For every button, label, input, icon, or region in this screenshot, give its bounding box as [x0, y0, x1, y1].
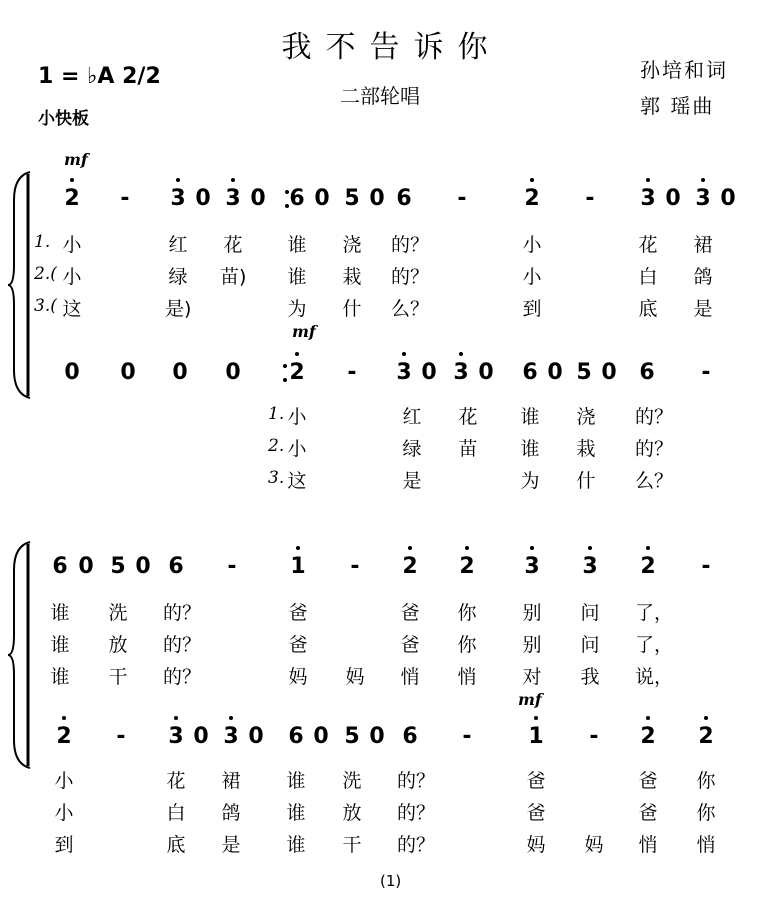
lyric-syllable: 小	[54, 802, 74, 824]
lyric-syllable: 谁	[50, 666, 70, 688]
note: 0	[720, 186, 736, 211]
note: 0	[421, 360, 437, 385]
lyric-syllable: 么？	[391, 298, 430, 320]
octave-dot	[701, 178, 705, 182]
verse-number: 3.	[268, 468, 285, 488]
octave-dot	[465, 546, 469, 550]
lyric-syllable: 悄	[457, 666, 477, 688]
verse-number: 2.	[268, 436, 285, 456]
note: 2	[637, 554, 659, 579]
lyric-syllable: 你	[696, 802, 716, 824]
lyric-syllable: 白	[638, 266, 658, 288]
note: 2	[456, 554, 478, 579]
lyric-syllable: 你	[457, 602, 477, 624]
note: 2	[637, 724, 659, 749]
lyric-syllable: 的？	[397, 802, 436, 824]
note: 0	[478, 360, 494, 385]
note: -	[350, 554, 360, 579]
lyric-syllable: 绿	[168, 266, 188, 288]
lyric-syllable: 浇	[576, 406, 596, 428]
lyric-syllable: 到	[54, 834, 74, 856]
note: 6	[168, 554, 184, 579]
verse-number: 1.	[34, 232, 51, 252]
lyric-syllable: 花	[166, 770, 186, 792]
lyric-syllable: 为	[287, 298, 307, 320]
octave-dot	[402, 352, 406, 356]
lyric-syllable: 对	[522, 666, 542, 688]
lyric-syllable: 了，	[635, 602, 674, 624]
note: 2	[286, 360, 308, 385]
octave-dot	[295, 352, 299, 356]
note: 6	[396, 186, 412, 211]
lyric-syllable: 的？	[635, 406, 674, 428]
bar-line	[750, 356, 752, 390]
lyric-syllable: 说，	[635, 666, 674, 688]
lyric-syllable: 红	[168, 234, 188, 256]
lyric-syllable: 苗)	[220, 266, 247, 288]
note: 0	[314, 186, 330, 211]
octave-dot	[530, 546, 534, 550]
note: -	[585, 186, 595, 211]
lyric-syllable: 谁	[50, 602, 70, 624]
lyric-syllable: 妈	[345, 666, 365, 688]
note: -	[227, 554, 237, 579]
note: 6	[289, 186, 305, 211]
lyric-syllable: 什	[576, 470, 596, 492]
lyric-syllable: 小	[287, 406, 307, 428]
lyric-syllable: 这	[287, 470, 307, 492]
lyric-syllable: 是)	[165, 298, 192, 320]
note: 3	[450, 360, 472, 385]
lyric-syllable: 栽	[576, 438, 596, 460]
note: 1	[525, 724, 547, 749]
note: 0	[313, 724, 329, 749]
lyric-syllable: 妈	[288, 666, 308, 688]
note: 6	[639, 360, 655, 385]
octave-dot	[174, 716, 178, 720]
lyric-syllable: 鸽	[693, 266, 713, 288]
lyric-syllable: 洗	[342, 770, 362, 792]
octave-dot	[646, 178, 650, 182]
note: 0	[250, 186, 266, 211]
repeat-dot	[283, 378, 287, 382]
lyric-syllable: 悄	[638, 834, 658, 856]
note: 3	[222, 186, 244, 211]
dynamic-marking: mf	[518, 690, 542, 709]
dynamic-marking: mf	[292, 322, 316, 341]
lyric-syllable: 花	[223, 234, 243, 256]
note: 3	[167, 186, 189, 211]
note: 2	[61, 186, 83, 211]
lyric-syllable: 了，	[635, 634, 674, 656]
octave-dot	[62, 716, 66, 720]
lyric-syllable: 爸	[400, 602, 420, 624]
note: 2	[53, 724, 75, 749]
lyric-syllable: 的？	[397, 770, 436, 792]
lyric-syllable: 小	[522, 266, 542, 288]
lyric-syllable: 白	[166, 802, 186, 824]
lyric-syllable: 谁	[287, 266, 307, 288]
note: 6	[52, 554, 68, 579]
note: 3	[521, 554, 543, 579]
system-brace	[6, 540, 36, 770]
note: 0	[193, 724, 209, 749]
note: 0	[547, 360, 563, 385]
note: 5	[110, 554, 126, 579]
lyric-syllable: 爸	[638, 802, 658, 824]
lyric-syllable: 妈	[526, 834, 546, 856]
octave-dot	[588, 546, 592, 550]
octave-dot	[408, 546, 412, 550]
lyric-syllable: 红	[402, 406, 422, 428]
lyric-syllable: 爸	[526, 770, 546, 792]
note: 0	[195, 186, 211, 211]
note: 0	[665, 186, 681, 211]
lyric-syllable: 的？	[163, 634, 202, 656]
composer-credit: 郭 瑶曲	[640, 94, 715, 118]
system-brace	[6, 170, 36, 400]
octave-dot	[70, 178, 74, 182]
note: 6	[288, 724, 304, 749]
song-subtitle: 二部轮唱	[340, 84, 420, 108]
note: 1	[287, 554, 309, 579]
note: 3	[637, 186, 659, 211]
lyric-syllable: 谁	[50, 634, 70, 656]
lyric-syllable: 爸	[288, 634, 308, 656]
note: 0	[248, 724, 264, 749]
lyric-syllable: 苗	[458, 438, 478, 460]
key-signature: 1 = ♭A 2/2	[38, 64, 161, 89]
lyric-syllable: 底	[166, 834, 186, 856]
repeat-dot	[285, 190, 289, 194]
lyric-syllable: 你	[696, 770, 716, 792]
note: 6	[522, 360, 538, 385]
note: -	[457, 186, 467, 211]
lyric-syllable: 是	[221, 834, 241, 856]
octave-dot	[534, 716, 538, 720]
note: 3	[165, 724, 187, 749]
note: -	[701, 360, 711, 385]
note: 3	[220, 724, 242, 749]
note: 3	[692, 186, 714, 211]
octave-dot	[296, 546, 300, 550]
lyric-syllable: 爸	[638, 770, 658, 792]
note: 0	[135, 554, 151, 579]
lyric-syllable: 的？	[635, 438, 674, 460]
lyric-syllable: 谁	[286, 834, 306, 856]
lyric-syllable: 问	[580, 634, 600, 656]
note: 0	[120, 360, 136, 385]
lyric-syllable: 裙	[693, 234, 713, 256]
bar-line	[512, 182, 514, 216]
lyric-syllable: 绿	[402, 438, 422, 460]
note: -	[701, 554, 711, 579]
lyric-syllable: 问	[580, 602, 600, 624]
lyric-syllable: 的？	[397, 834, 436, 856]
lyric-syllable: 干	[342, 834, 362, 856]
tempo-marking: 小快板	[38, 109, 89, 129]
note: 5	[344, 186, 360, 211]
bar-line	[275, 356, 279, 390]
note: -	[347, 360, 357, 385]
lyric-syllable: 谁	[286, 770, 306, 792]
lyric-syllable: 小	[522, 234, 542, 256]
bar-line	[277, 182, 281, 216]
lyric-syllable: 你	[457, 634, 477, 656]
octave-dot	[176, 178, 180, 182]
lyric-syllable: 小	[287, 438, 307, 460]
bar-line	[518, 720, 520, 754]
lyric-syllable: 谁	[286, 802, 306, 824]
note: -	[120, 186, 130, 211]
lyric-syllable: 妈	[584, 834, 604, 856]
repeat-dot	[285, 204, 289, 208]
lyric-syllable: 小	[62, 234, 82, 256]
lyric-syllable: 浇	[342, 234, 362, 256]
lyric-syllable: 鸽	[221, 802, 241, 824]
note: -	[462, 724, 472, 749]
lyric-syllable: 是	[693, 298, 713, 320]
lyric-syllable: 小	[54, 770, 74, 792]
verse-number: 2.(	[34, 264, 57, 284]
lyric-syllable: 洗	[108, 602, 128, 624]
lyric-syllable: 小	[62, 266, 82, 288]
octave-dot	[229, 716, 233, 720]
bar-line	[750, 550, 752, 584]
note: 5	[344, 724, 360, 749]
lyric-syllable: 是	[402, 470, 422, 492]
bar-line	[282, 720, 284, 754]
lyric-syllable: 谁	[520, 406, 540, 428]
octave-dot	[704, 716, 708, 720]
lyric-syllable: 为	[520, 470, 540, 492]
note: 0	[601, 360, 617, 385]
lyric-syllable: 别	[522, 634, 542, 656]
lyric-syllable: 我	[580, 666, 600, 688]
dynamic-marking: mf	[64, 150, 88, 169]
note: -	[589, 724, 599, 749]
repeat-dot	[283, 364, 287, 368]
bar-line	[518, 550, 520, 584]
song-title: 我不告诉你	[281, 30, 502, 65]
lyric-syllable: 干	[108, 666, 128, 688]
note: 5	[576, 360, 592, 385]
lyric-syllable: 这	[62, 298, 82, 320]
note: 2	[399, 554, 421, 579]
lyricist-credit: 孙培和词	[640, 58, 728, 82]
note: 0	[225, 360, 241, 385]
bar-line	[512, 356, 514, 390]
verse-number: 1.	[268, 404, 285, 424]
note: -	[116, 724, 126, 749]
lyric-syllable: 谁	[287, 234, 307, 256]
lyric-syllable: 底	[638, 298, 658, 320]
octave-dot	[459, 352, 463, 356]
note: 0	[369, 186, 385, 211]
octave-dot	[646, 546, 650, 550]
lyric-syllable: 裙	[221, 770, 241, 792]
lyric-syllable: 花	[458, 406, 478, 428]
lyric-syllable: 爸	[400, 634, 420, 656]
bar-line	[270, 356, 272, 390]
octave-dot	[646, 716, 650, 720]
lyric-syllable: 谁	[520, 438, 540, 460]
lyric-syllable: 的？	[163, 602, 202, 624]
bar-line	[750, 182, 752, 216]
lyric-syllable: 放	[342, 802, 362, 824]
octave-dot	[530, 178, 534, 182]
lyric-syllable: 的？	[391, 234, 430, 256]
bar-line	[282, 550, 284, 584]
bar-line	[272, 182, 274, 216]
lyric-syllable: 到	[522, 298, 542, 320]
verse-number: 3.(	[34, 296, 57, 316]
lyric-syllable: 爸	[526, 802, 546, 824]
note: 0	[64, 360, 80, 385]
page-number: (1)	[380, 872, 402, 890]
lyric-syllable: 悄	[696, 834, 716, 856]
note: 3	[393, 360, 415, 385]
lyric-syllable: 栽	[342, 266, 362, 288]
lyric-syllable: 悄	[400, 666, 420, 688]
note: 6	[402, 724, 418, 749]
lyric-syllable: 别	[522, 602, 542, 624]
lyric-syllable: 的？	[163, 666, 202, 688]
note: 2	[695, 724, 717, 749]
lyric-syllable: 什	[342, 298, 362, 320]
note: 0	[369, 724, 385, 749]
lyric-syllable: 放	[108, 634, 128, 656]
lyric-syllable: 么？	[635, 470, 674, 492]
lyric-syllable: 花	[638, 234, 658, 256]
lyric-syllable: 的？	[391, 266, 430, 288]
bar-line	[750, 720, 752, 754]
note: 0	[78, 554, 94, 579]
octave-dot	[231, 178, 235, 182]
note: 0	[172, 360, 188, 385]
note: 2	[521, 186, 543, 211]
note: 3	[579, 554, 601, 579]
lyric-syllable: 爸	[288, 602, 308, 624]
